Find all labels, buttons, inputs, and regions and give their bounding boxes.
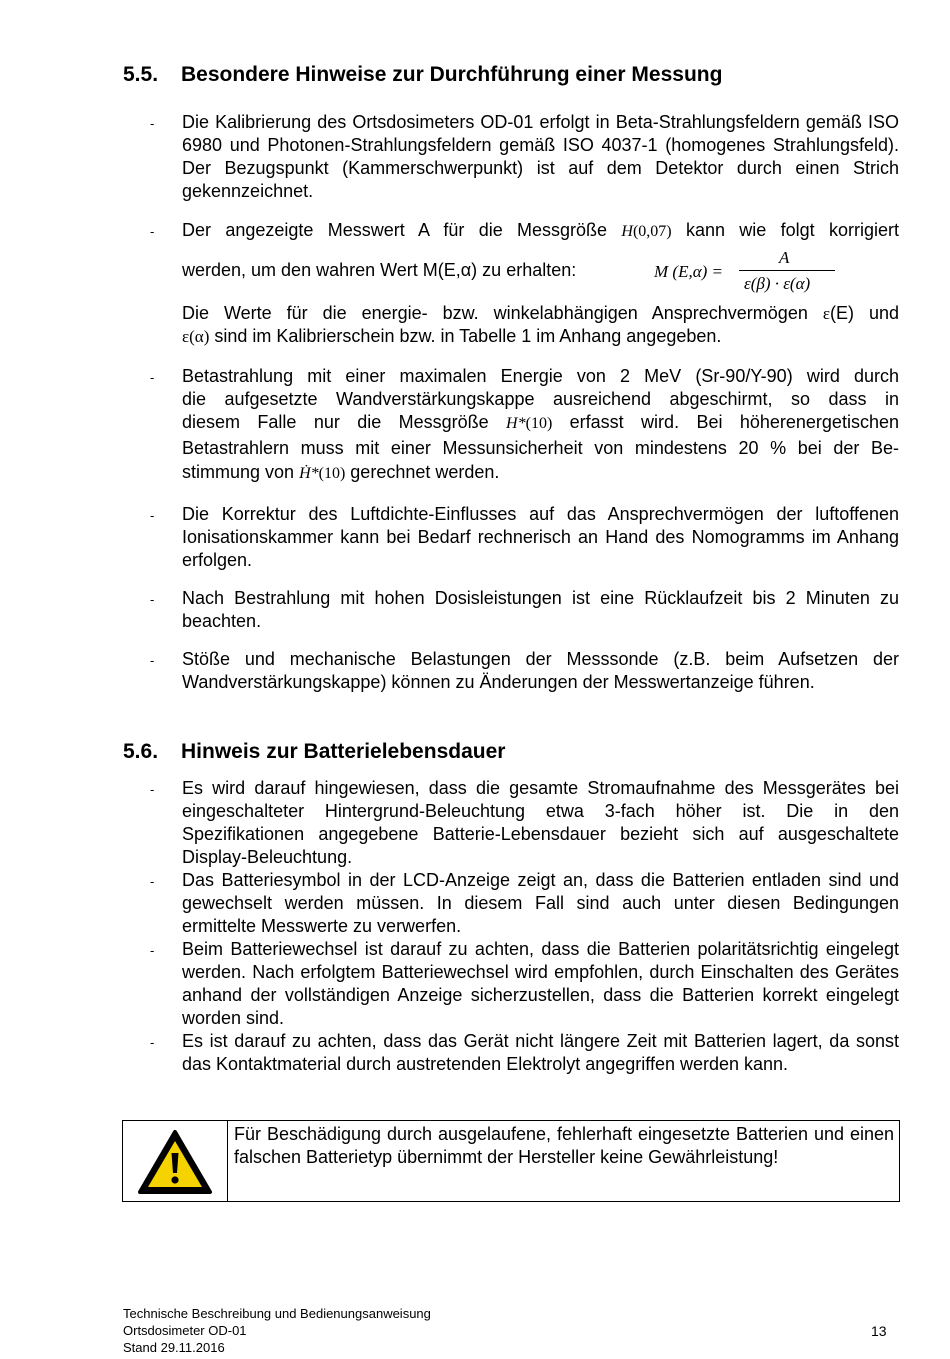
section-heading-5-5 bbox=[123, 63, 722, 87]
symbol-arg: (0,07) bbox=[632, 223, 672, 240]
list-dash: - bbox=[150, 1035, 155, 1050]
warning-icon-cell bbox=[123, 1121, 228, 1201]
paragraph-line: werden, um den wahren Wert M(E,α) zu erhalten: bbox=[182, 260, 577, 280]
section-title: Besondere Hinweise zur Durchführung einer Messung bbox=[181, 63, 723, 86]
symbol-arg: (10) bbox=[525, 415, 553, 432]
fraction-bar bbox=[739, 270, 835, 271]
warning-text: Für Beschädigung durch ausgelaufene, fehlerhaft eingesetzte Batterien und einen falschen Batterietyp übernimmt der Hersteller keine Gewährleistung! bbox=[234, 1124, 894, 1167]
warning-triangle-icon bbox=[137, 1129, 213, 1195]
symbol-h-dot-star: Ḣ* bbox=[299, 465, 319, 482]
list-item bbox=[150, 777, 900, 869]
list-dash: - bbox=[150, 508, 155, 523]
list-dash: - bbox=[150, 782, 155, 797]
list-dash: - bbox=[150, 653, 155, 668]
section-heading-5-6 bbox=[123, 740, 505, 764]
text-span: erfasst wird. Bei höherenergetischen bbox=[569, 412, 899, 432]
footer-line: Technische Beschreibung und Bedienungsanweisung bbox=[123, 1306, 431, 1321]
paragraph-line bbox=[182, 219, 899, 243]
list-item bbox=[150, 869, 900, 938]
paragraph-line: Betastrahlern muss mit einer Messunsicherheit von mindestens 20 % bei der Be- bbox=[182, 438, 899, 458]
paragraph-line bbox=[182, 302, 899, 325]
paragraph-line: die aufgesetzte Wandverstärkungskappe ausreichend abgeschirmt, so dass in bbox=[182, 389, 899, 409]
symbol-h-star: H* bbox=[506, 415, 526, 432]
list-item bbox=[150, 111, 900, 203]
section-number: 5.6. bbox=[123, 740, 159, 763]
correction-formula bbox=[654, 250, 836, 296]
paragraph-line: Betastrahlung mit einer maximalen Energie von 2 MeV (Sr-90/Y-90) wird durch bbox=[182, 366, 899, 386]
section-title: Hinweis zur Batterielebensdauer bbox=[181, 740, 506, 763]
paragraph: Beim Batteriewechsel ist darauf zu achten, dass die Batterien polaritätsrichtig eingelegt werden. Nach erfolgtem Batteriewechsel wird empfohlen, durch Einschalten des Gerätes anhand der vollständigen Anzeige sicherzustellen, dass die Batterien korrekt eingelegt worden sind. bbox=[182, 939, 899, 1028]
symbol-arg: (10) bbox=[318, 465, 346, 482]
footer bbox=[123, 1305, 431, 1356]
paragraph: Die Korrektur des Luftdichte-Einflusses auf das Ansprechvermögen der luftoffenen Ionisationskammer kann bei Bedarf rechnerisch an Hand des Nomogramms im Anhang erfolgen. bbox=[182, 504, 899, 570]
paragraph: Nach Bestrahlung mit hohen Dosisleistungen ist eine Rücklaufzeit bis 2 Minuten zu beachten. bbox=[182, 588, 899, 631]
paragraph: Es ist darauf zu achten, dass das Gerät nicht längere Zeit mit Batterien lagert, da sonst das Kontaktmaterial durch austretenden Elektrolyt angegriffen werden kann. bbox=[182, 1031, 899, 1074]
warning-box bbox=[122, 1120, 900, 1202]
list-dash: - bbox=[150, 370, 155, 385]
formula-m: M bbox=[654, 262, 669, 281]
list-item bbox=[150, 648, 900, 694]
list-item bbox=[150, 503, 900, 572]
list-item bbox=[150, 1030, 900, 1076]
text-span: (E) und bbox=[829, 303, 899, 323]
text-span: sind im Kalibrierschein bzw. in Tabelle 1 im Anhang angegeben. bbox=[214, 326, 722, 346]
text-span: diesem Falle nur die Messgröße bbox=[182, 412, 489, 432]
paragraph-line bbox=[182, 325, 899, 348]
paragraph: Es wird darauf hingewiesen, dass die gesamte Stromaufnahme des Messgerätes bei eingeschalteter Hintergrund-Beleuchtung etwa 3-fach höher ist. Die in den Spezifikationen angegebene Batterie-Lebensdauer bezieht sich auf ausgeschaltete Display-Beleuchtung. bbox=[182, 778, 899, 867]
symbol-h: H bbox=[621, 223, 633, 240]
page-number: 13 bbox=[871, 1323, 887, 1339]
list-dash: - bbox=[150, 943, 155, 958]
formula-args: (E,α) = bbox=[672, 262, 724, 281]
symbol-epsilon-alpha: ε(α) bbox=[182, 327, 210, 346]
paragraph: Die Kalibrierung des Ortsdosimeters OD-01 erfolgt in Beta-Strahlungsfeldern gemäß ISO 6980 und Photonen-Strahlungsfeldern gemäß ISO 4037-1 (homogenes Strahlungsfeld). Der Bezugspunkt (Kammerschwerpunkt) ist auf dem Detektor durch einen Strich gekennzeichnet. bbox=[182, 112, 899, 201]
list-item bbox=[150, 587, 900, 633]
text-span: stimmung von bbox=[182, 462, 295, 482]
text-span: Der angezeigte Messwert A für die Messgröße bbox=[182, 220, 608, 240]
list-item bbox=[150, 938, 900, 1030]
footer-line: Stand 29.11.2016 bbox=[123, 1340, 225, 1355]
list-dash: - bbox=[150, 224, 155, 239]
paragraph-line bbox=[182, 411, 899, 435]
list-dash: - bbox=[150, 116, 155, 131]
paragraph-line bbox=[182, 461, 899, 485]
symbol-epsilon: ε bbox=[822, 304, 830, 323]
paragraph: Das Batteriesymbol in der LCD-Anzeige zeigt an, dass die Batterien entladen sind und gewechselt werden müssen. In diesem Fall sind auch unter diesen Bedingungen ermittelte Messwerte zu verwerfen. bbox=[182, 870, 899, 936]
paragraph: Stöße und mechanische Belastungen der Messsonde (z.B. beim Aufsetzen der Wandverstärkungskappe) können zu Änderungen der Messwertanzeige führen. bbox=[182, 649, 899, 692]
text-span: kann wie folgt korrigiert bbox=[685, 220, 899, 240]
footer-line: Ortsdosimeter OD-01 bbox=[123, 1323, 247, 1338]
formula-numerator: A bbox=[779, 248, 790, 267]
text-span: Die Werte für die energie- bzw. winkelabhängigen Ansprechvermögen bbox=[182, 303, 808, 323]
formula-denominator: ε(β) · ε(α) bbox=[744, 274, 811, 293]
list-dash: - bbox=[150, 874, 155, 889]
text-span: gerechnet werden. bbox=[350, 462, 500, 482]
section-number: 5.5. bbox=[123, 63, 159, 86]
formula-lhs bbox=[654, 262, 723, 282]
list-dash: - bbox=[150, 592, 155, 607]
